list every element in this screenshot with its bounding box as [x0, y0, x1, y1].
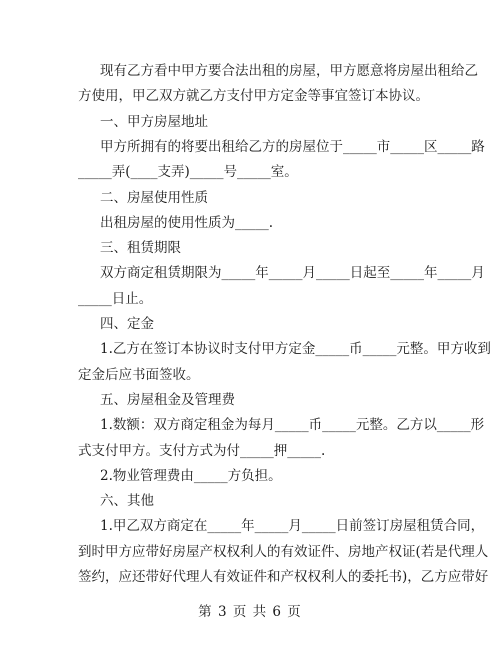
- section-5-line-3: 2.物业管理费由_____方负担。: [100, 467, 282, 484]
- section-6-line-2: 到时甲方应带好房屋产权权利人的有效证件、房地产权证(若是代理人: [78, 543, 489, 560]
- page-number-footer: 第 3 页 共 6 页: [198, 604, 302, 620]
- section-heading-1: 一、甲方房屋地址: [100, 113, 208, 130]
- paragraph-intro-line-2: 方使用，甲乙双方就乙方支付甲方定金等事宜签订本协议。: [78, 88, 429, 105]
- section-heading-5: 五、房屋租金及管理费: [100, 391, 235, 408]
- section-6-line-1: 1.甲乙双方商定在_____年_____月_____日前签订房屋租赁合同，: [100, 518, 485, 535]
- section-5-line-1: 1.数额：双方商定租金为每月_____币_____元整。乙方以_____形: [100, 417, 485, 434]
- section-1-line-2: _____弄(____支弄)_____号_____室。: [78, 164, 298, 181]
- section-5-line-2: 式支付甲方。支付方式为付_____押_____.: [78, 442, 326, 459]
- section-3-line-1: 双方商定租赁期限为_____年_____月_____日起至_____年_____月: [100, 265, 485, 282]
- paragraph-intro-line-1: 现有乙方看中甲方要合法出租的房屋，甲方愿意将房屋出租给乙: [100, 63, 478, 79]
- section-heading-4: 四、定金: [100, 316, 154, 332]
- section-4-line-1: 1.乙方在签订本协议时支付甲方定金_____币_____元整。甲方收到: [100, 341, 491, 358]
- section-4-line-2: 定金后应书面签收。: [78, 366, 200, 383]
- section-3-line-2: _____日止。: [78, 290, 153, 307]
- section-6-line-3: 签约，应还带好代理人有效证件和产权权利人的委托书)，乙方应带好: [78, 569, 489, 585]
- section-heading-6: 六、其他: [100, 493, 154, 510]
- section-2-line-1: 出租房屋的使用性质为_____.: [100, 214, 274, 231]
- section-1-line-1: 甲方所拥有的将要出租给乙方的房屋位于_____市_____区_____路: [100, 138, 485, 155]
- section-heading-3: 三、租赁期限: [100, 240, 181, 257]
- section-heading-2: 二、房屋使用性质: [100, 189, 208, 206]
